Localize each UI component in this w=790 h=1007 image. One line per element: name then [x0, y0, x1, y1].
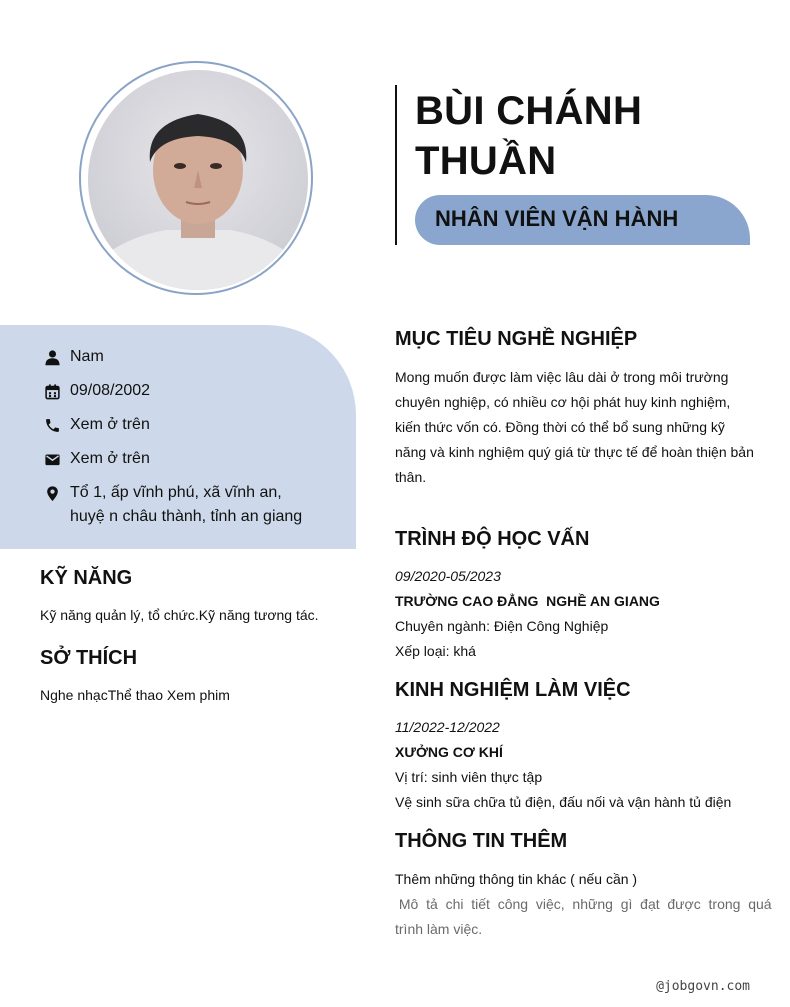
email-text: Xem ở trên: [70, 450, 150, 467]
phone-row: [44, 416, 150, 437]
dob-text: 09/08/2002: [70, 382, 151, 399]
phone-icon: [44, 417, 61, 434]
education-school: TRƯỜNG CAO ĐẲNG NGHỀ AN GIANG: [395, 593, 660, 609]
address-line-2: huyệ n châu thành, tỉnh an giang: [70, 508, 303, 525]
gender-row: [44, 348, 104, 369]
objective-line: thân.: [395, 469, 427, 485]
name-divider: [395, 85, 397, 245]
experience-company: XƯỞNG CƠ KHÍ: [395, 744, 503, 760]
phone-text: Xem ở trên: [70, 416, 150, 433]
experience-entry: [395, 715, 755, 815]
education-period: 09/2020-05/2023: [395, 568, 501, 584]
gender-text: Nam: [70, 348, 104, 365]
education-rank: Xếp loại: khá: [395, 643, 476, 659]
dob-row: [44, 382, 150, 403]
extra-info-line: trình làm việc.: [395, 921, 483, 937]
extra-info-line: Mô tả chi tiết công việc, những gì đạt được trong quá: [395, 896, 772, 912]
person-icon: [44, 349, 61, 366]
hobbies-text: Nghe nhạcThể thao Xem phim: [40, 687, 230, 703]
experience-period: 11/2022-12/2022: [395, 719, 500, 735]
objective-line: năng và kinh nghiệm quý giá từ thực tế để hoàn thiện bản: [395, 444, 754, 460]
objective-line: chuyên nghiệp, có nhiều cơ hội phát huy kinh nghiệm,: [395, 394, 731, 410]
education-heading: TRÌNH ĐỘ HỌC VẤN: [395, 528, 590, 550]
objective-heading: MỤC TIÊU NGHỀ NGHIỆP: [395, 328, 638, 350]
watermark: @jobgovn.com: [656, 979, 750, 994]
calendar-icon: [44, 383, 61, 400]
extra-info-text: [395, 867, 772, 942]
job-title-badge: NHÂN VIÊN VẬN HÀNH: [415, 195, 750, 245]
address-text: [70, 481, 302, 529]
experience-position: Vị trí: sinh viên thực tập: [395, 769, 543, 785]
objective-text: [395, 365, 755, 490]
objective-line: Mong muốn được làm việc lâu dài ở trong môi trường: [395, 369, 729, 385]
address-row: [44, 484, 302, 529]
experience-heading: KINH NGHIỆM LÀM VIỆC: [395, 679, 631, 701]
hobbies-heading: SỞ THÍCH: [40, 647, 138, 669]
education-entry: [395, 564, 755, 664]
location-pin-icon: [44, 485, 61, 502]
experience-description: Vệ sinh sữa chữa tủ điện, đấu nối và vận hành tủ điện: [395, 794, 732, 810]
extra-info-line: Thêm những thông tin khác ( nếu cần ): [395, 871, 638, 887]
candidate-name: BÙI CHÁNH THUẦN: [415, 89, 643, 183]
skills-heading: KỸ NĂNG: [40, 567, 133, 589]
address-line-1: Tổ 1, ấp vĩnh phú, xã vĩnh an,: [70, 484, 282, 501]
avatar: [88, 70, 308, 290]
portrait-illustration: [88, 70, 308, 290]
mail-icon: [44, 451, 61, 468]
education-major: Chuyên ngành: Điện Công Nghiệp: [395, 618, 609, 634]
email-row: [44, 450, 150, 471]
objective-line: kiến thức vốn có. Đồng thời có thể bổ sung những kỹ: [395, 419, 725, 435]
skills-text: Kỹ năng quản lý, tổ chức.Kỹ năng tương tác.: [40, 607, 319, 623]
extra-info-heading: THÔNG TIN THÊM: [395, 830, 568, 852]
